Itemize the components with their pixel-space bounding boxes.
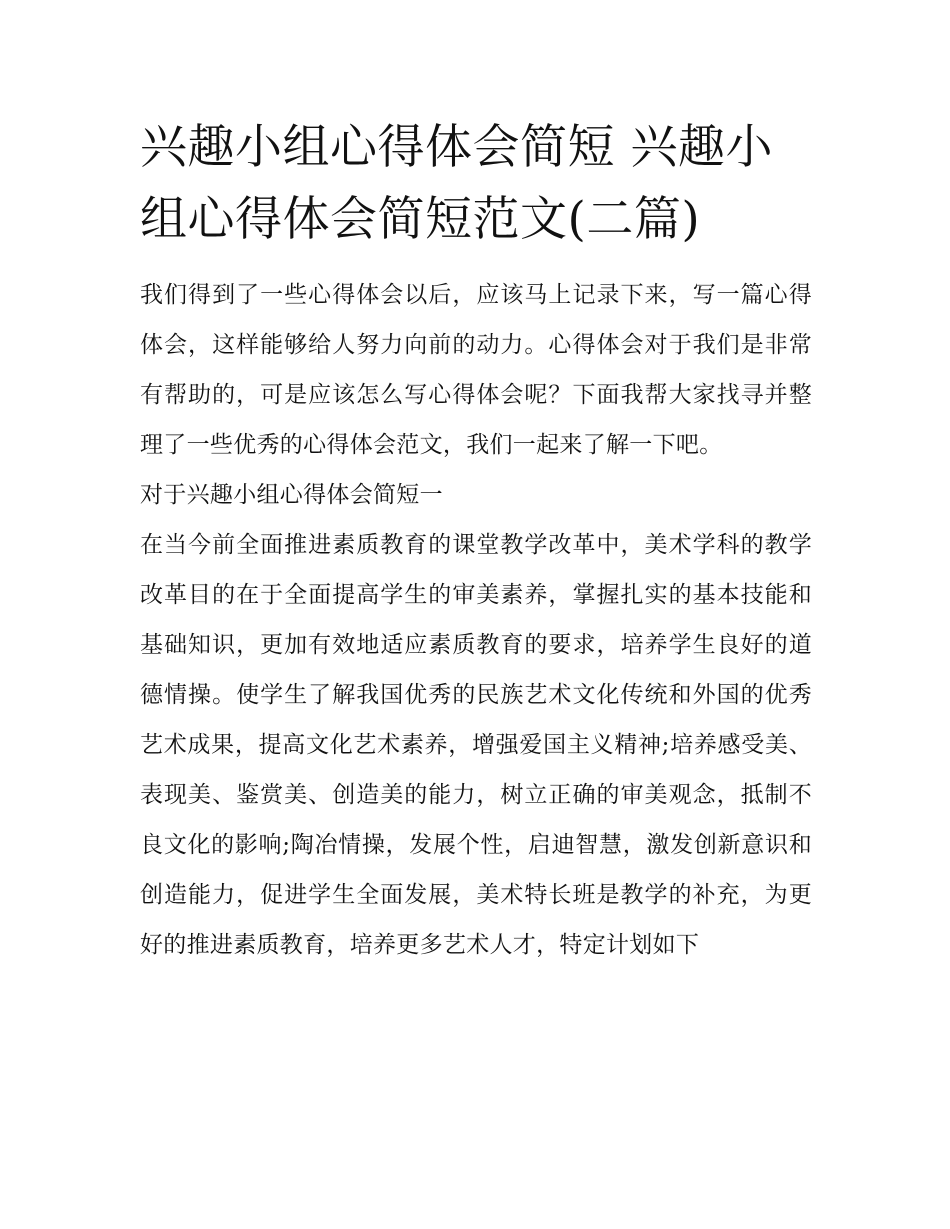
body-paragraph: 在当今前全面推进素质教育的课堂教学改革中，美术学科的教学改革目的在于全面提高学生的审美素养，掌握扎实的基本技能和基础知识，更加有效地适应素质教育的要求，培养学生良好的道德情操。使学生了解我国优秀的民族艺术文化传统和外国的优秀艺术成果，提高文化艺术素养，增强爱国主义精神;培养感受美、表现美、鉴赏美、创造美的能力，树立正确的审美观念，抵制不良文化的影响;陶冶情操，发展个性，启迪智慧，激发创新意识和创造能力，促进学生全面发展，美术特长班是教学的补充，为更好的推进素质教育，培养更多艺术人才，特定计划如下	[140, 532, 812, 958]
section-heading: 对于兴趣小组心得体会简短一	[140, 482, 443, 508]
document-title: 兴趣小组心得体会简短 兴趣小组心得体会简短范文(二篇)	[140, 120, 773, 247]
document-content	[140, 112, 812, 970]
intro-paragraph: 我们得到了一些心得体会以后，应该马上记录下来，写一篇心得体会，这样能够给人努力向前的动力。心得体会对于我们是非常有帮助的，可是应该怎么写心得体会呢？下面我帮大家找寻并整理了一些优秀的心得体会范文，我们一起来了解一下吧。	[140, 282, 812, 458]
